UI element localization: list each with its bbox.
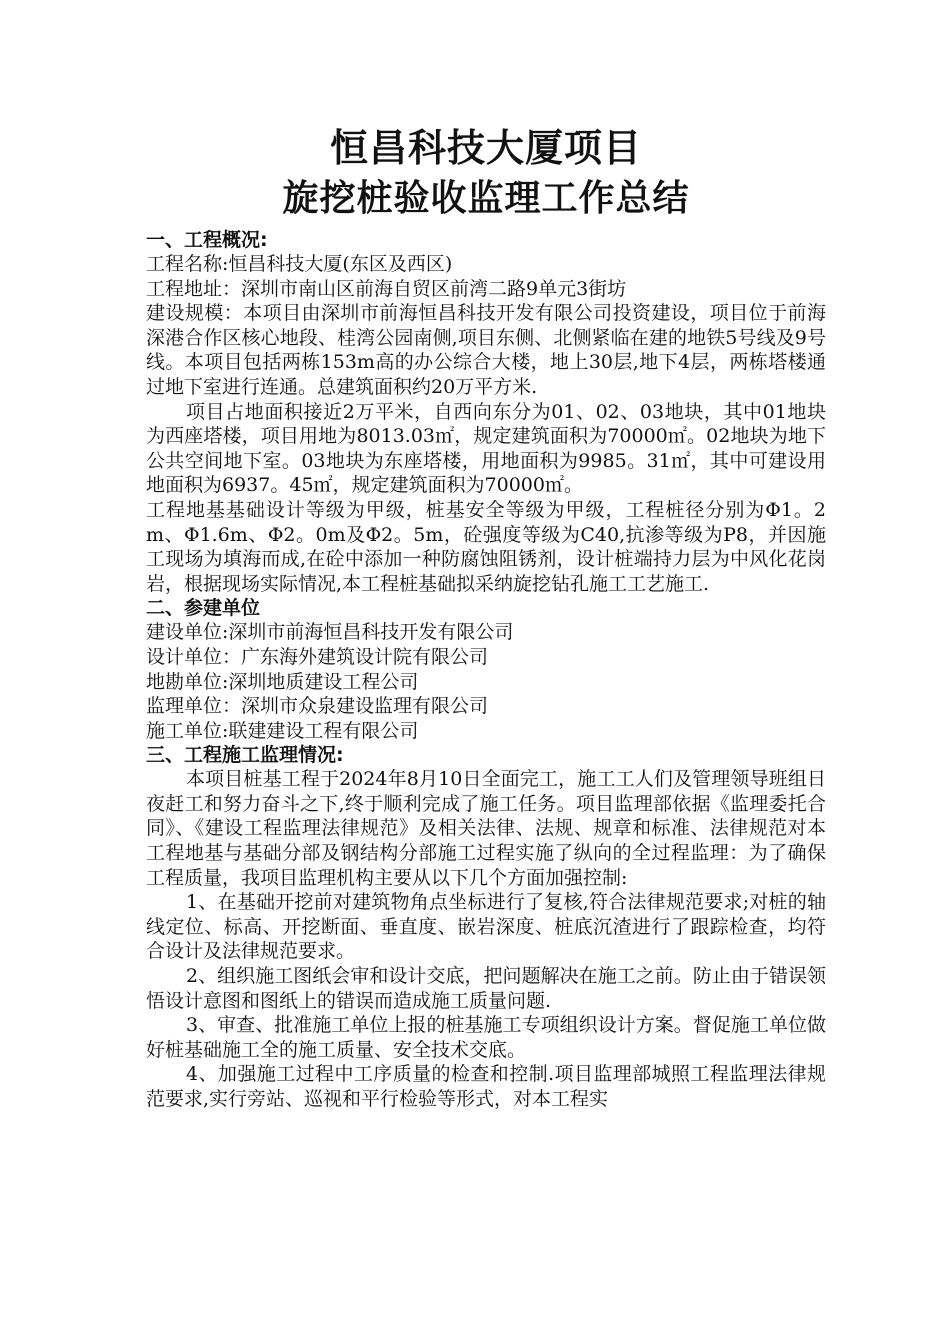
section-3-heading: 三、工程施工监理情况: — [146, 744, 344, 767]
project-name: 工程名称:恒昌科技大厦(东区及西区) — [146, 253, 453, 275]
control-item-1: 1、在基础开挖前对建筑物角点坐标进行了复核,符合法律规范要求;对桩的轴线定位、标高、开挖断面、垂直度、嵌岩深度、桩底沉渣进行了跟踪检查，均符合设计及法律规范要求。 — [146, 891, 826, 963]
control-item-2: 2、组织施工图纸会审和设计交底，把问题解决在施工之前。防止由于错误领悟设计意图和图纸上的错误而造成施工质量问题. — [146, 965, 826, 1012]
control-item-3: 3、审查、批准施工单位上报的桩基施工专项组织设计方案。督促施工单位做好桩基础施工全的施工质量、安全技术交底。 — [146, 1014, 826, 1061]
document-title: 恒昌科技大厦项目 — [329, 126, 642, 170]
supervision-intro: 本项目桩基工程于2024年8月10日全面完工，施工工人们及管理领导班组日夜赶工和努力奋斗之下,终于顺利完成了施工任务。项目监理部依据《监理委托合同》、《建设工程监理法律规范》及相关法律、法规、规章和标准、法律规范对本工程地基与基础分部及钢结构分部施工过程实施了纵向的全过程监理：为了确保工程质量，我项目监理机构主要从以下几个方面加强控制: — [146, 768, 826, 889]
construction-scale: 建设规模：本项目由深圳市前海恒昌科技开发有限公司投资建设，项目位于前海深港合作区核心地段、桂湾公园南侧,项目东侧、北侧紧临在建的地铁5号线及9号线。本项目包括两栋153m高的办公综合大楼，地上30层,地下4层，两栋塔楼通过地下室进行连通。总建筑面积约20万平方米. — [146, 302, 826, 398]
project-address: 工程地址：深圳市南山区前海自贸区前湾二路9单元3街坊 — [146, 277, 627, 300]
section-1-heading: 一、工程概况: — [146, 229, 268, 251]
document-subtitle: 旋挖桩验收监理工作总结 — [282, 178, 690, 219]
unit-construction: 建设单位:深圳市前海恒昌科技开发有限公司 — [146, 621, 514, 644]
unit-survey: 地勘单位:深圳地质建设工程公司 — [146, 670, 419, 693]
unit-supervision: 监理单位：深圳市众泉建设监理有限公司 — [146, 695, 489, 718]
section-2-heading: 二、参建单位 — [146, 597, 261, 620]
document-page — [146, 122, 826, 1112]
unit-contractor: 施工单位:联建建设工程有限公司 — [146, 719, 419, 742]
unit-design: 设计单位：广东海外建筑设计院有限公司 — [146, 645, 489, 668]
land-area-paragraph: 项目占地面积接近2万平米，自西向东分为01、02、03地块，其中01地块为西座塔楼，项目用地为8013.03㎡，规定建筑面积为70000㎡。02地块为地下公共空间地下室。03地块为东座塔楼，用地面积为9985。31㎡，其中可建设用地面积为6937。45㎡，规定建筑面积为70000㎡。 — [146, 400, 826, 497]
foundation-paragraph: 工程地基基础设计等级为甲级，桩基安全等级为甲级，工程桩径分别为Φ1。2m、Φ1.6m、Φ2。0m及Φ2。5m，砼强度等级为C40,抗渗等级为P8，并因施工现场为填海而成,在砼中添加一种防腐蚀阻锈剂，设计桩端持力层为中风化花岗岩，根据现场实际情况,本工程桩基础拟采纳旋挖钻孔施工工艺施工. — [146, 498, 826, 595]
control-item-4: 4、加强施工过程中工序质量的检查和控制.项目监理部城照工程监理法律规范要求,实行旁站、巡视和平行检验等形式，对本工程实 — [146, 1063, 826, 1110]
